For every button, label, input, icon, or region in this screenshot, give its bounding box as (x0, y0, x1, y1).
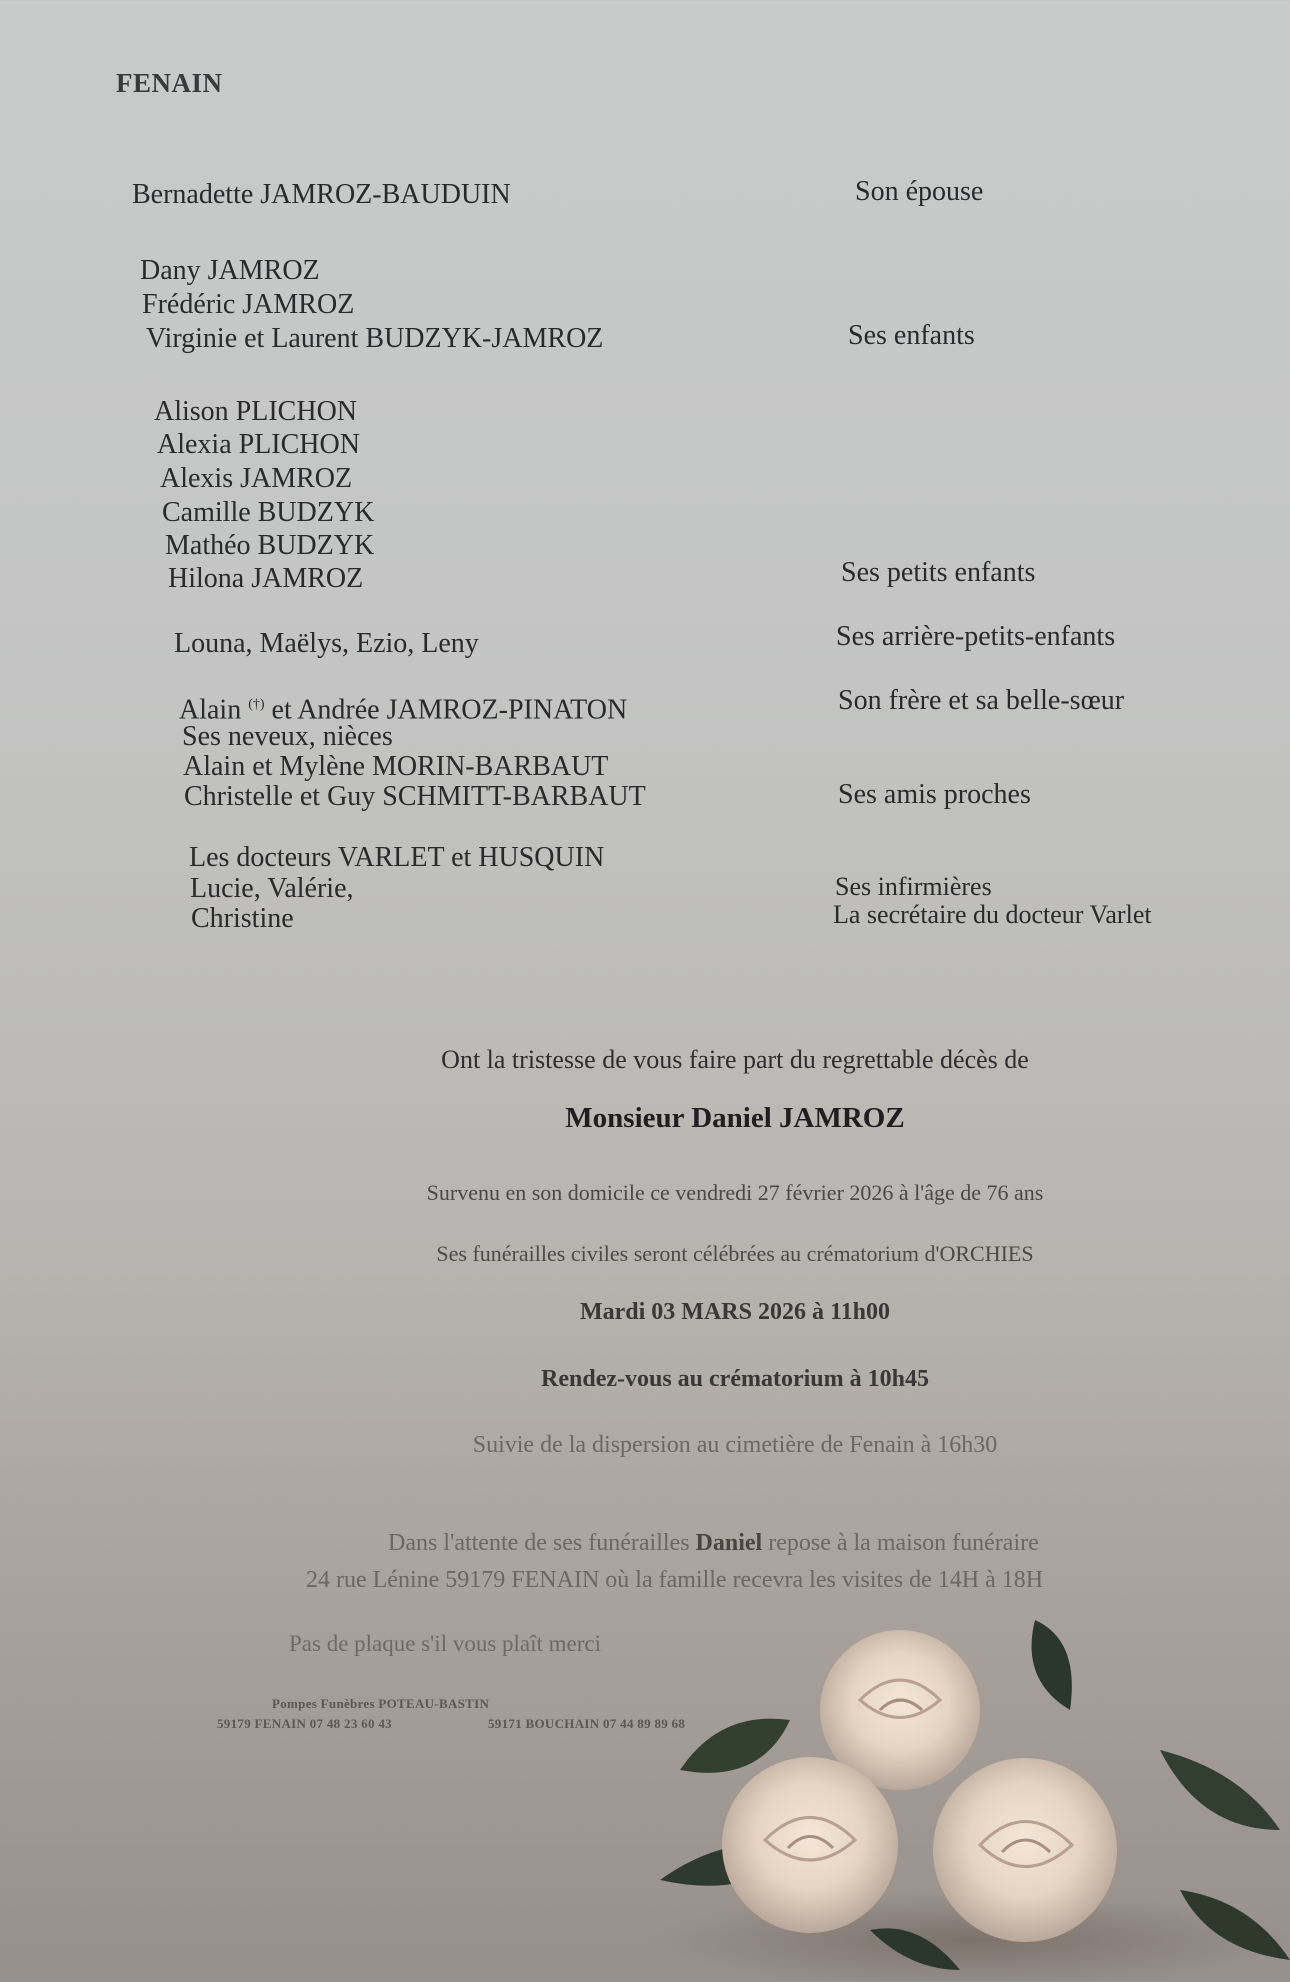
death-details: Survenu en son domicile ce vendredi 27 février 2026 à l'âge de 76 ans (426, 1180, 1044, 1205)
agency-fenain: 59179 FENAIN 07 48 23 60 43 (217, 1716, 392, 1731)
brother-line: Alain (†) et Andrée JAMROZ-PINATON (179, 694, 628, 726)
spouse-name: Bernadette JAMROZ-BAUDUIN (132, 179, 511, 210)
friends-relation: Ses amis proches (838, 779, 1031, 810)
rest-line-2: 24 rue Lénine 59179 FENAIN où la famille recevra les visites de 14H à 18H (306, 1567, 1044, 1593)
rendezvous-time: Rendez-vous au crématorium à 10h45 (541, 1366, 929, 1392)
plaque-note: Pas de plaque s'il vous plaît merci (289, 1631, 602, 1656)
spouse-relation: Son épouse (855, 176, 984, 207)
nurse-names: Lucie, Valérie, (190, 873, 354, 904)
grandchild-name: Mathéo BUDZYK (165, 530, 375, 561)
agency-bouchain: 59171 BOUCHAIN 07 44 89 89 68 (488, 1716, 686, 1731)
rest-line-1: Dans l'attente de ses funérailles Daniel repose à la maison funéraire (388, 1530, 1039, 1556)
grandchildren-relation: Ses petits enfants (841, 557, 1036, 588)
nephews-line: Ses neveux, nièces (182, 721, 393, 752)
funeral-details: Ses funérailles civiles seront célébrées au crématorium d'ORCHIES (436, 1241, 1034, 1266)
great-grandchildren-relation: Ses arrière-petits-enfants (836, 621, 1116, 652)
deceased-name: Monsieur Daniel JAMROZ (565, 1102, 905, 1134)
dispersion-details: Suivie de la dispersion au cimetière de Fenain à 16h30 (472, 1432, 998, 1458)
friend-name: Alain et Mylène MORIN-BARBAUT (183, 751, 609, 782)
grandchild-name: Alexis JAMROZ (160, 463, 353, 494)
grandchild-name: Hilona JAMROZ (168, 563, 364, 594)
child-name: Virginie et Laurent BUDZYK-JAMROZ (146, 323, 604, 354)
child-name: Frédéric JAMROZ (142, 289, 355, 320)
white-roses-image (640, 1600, 1290, 1982)
grandchild-name: Alexia PLICHON (157, 429, 360, 460)
secretary-relation: La secrétaire du docteur Varlet (833, 900, 1152, 929)
nurse-names: Christine (191, 903, 294, 934)
friend-name: Christelle et Guy SCHMITT-BARBAUT (184, 781, 646, 812)
town-heading: FENAIN (116, 68, 223, 98)
nurses-relation: Ses infirmières (835, 872, 992, 901)
funeral-date: Mardi 03 MARS 2026 à 11h00 (579, 1299, 890, 1325)
children-relation: Ses enfants (848, 320, 975, 351)
announcement-intro: Ont la tristesse de vous faire part du regrettable décès de (441, 1045, 1029, 1074)
brother-relation: Son frère et sa belle-sœur (838, 685, 1125, 716)
grandchild-name: Alison PLICHON (154, 396, 358, 427)
grandchild-name: Camille BUDZYK (162, 497, 375, 528)
great-grandchildren-names: Louna, Maëlys, Ezio, Leny (174, 628, 479, 659)
child-name: Dany JAMROZ (140, 255, 320, 286)
doctors-line: Les docteurs VARLET et HUSQUIN (189, 842, 605, 873)
funeral-company: Pompes Funèbres POTEAU-BASTIN (272, 1696, 490, 1711)
